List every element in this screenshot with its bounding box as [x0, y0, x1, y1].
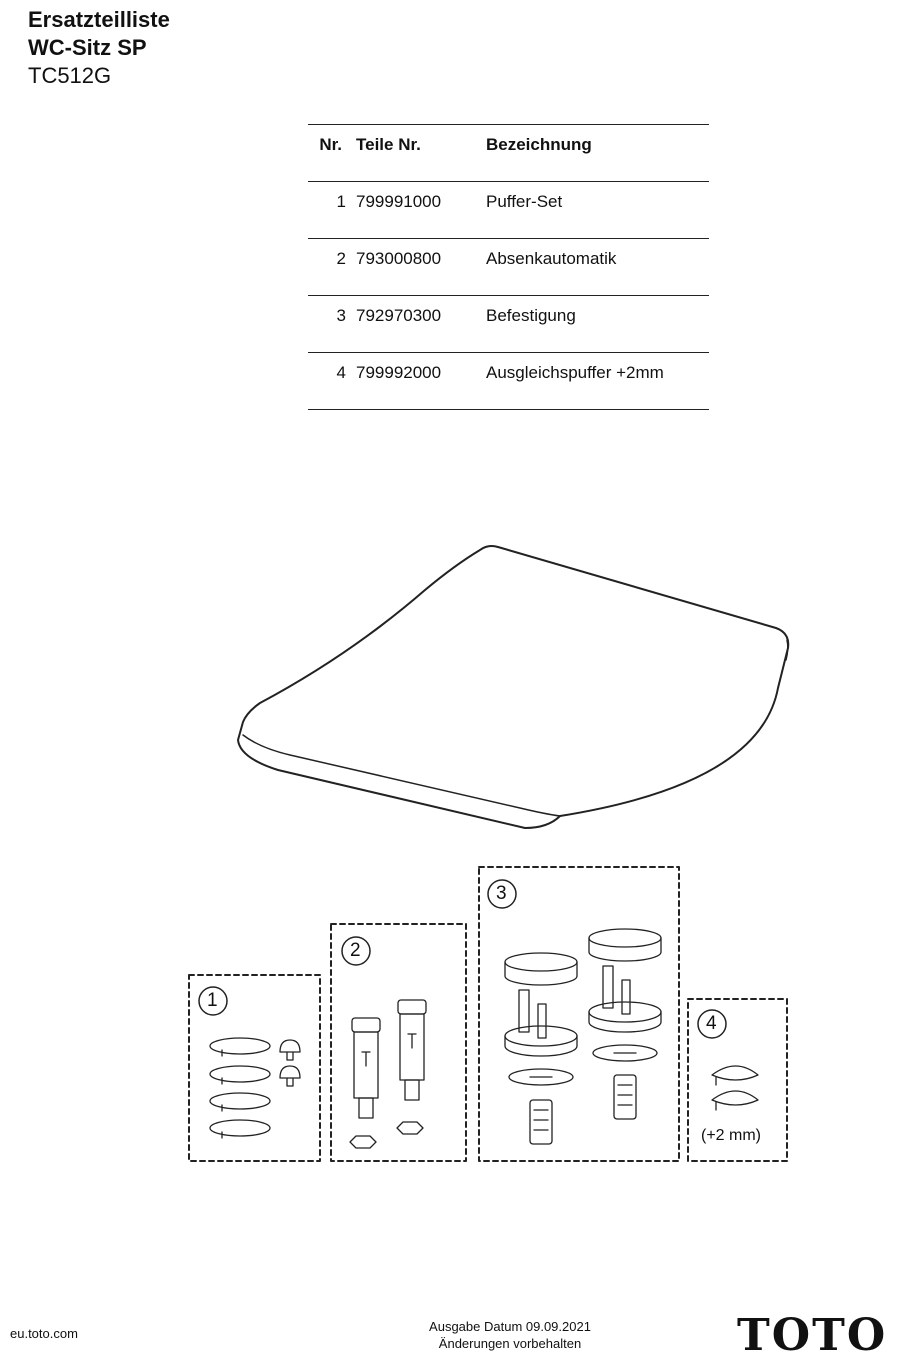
cell-teil: 793000800: [356, 239, 486, 296]
document-title: Ersatzteilliste: [28, 7, 170, 32]
footer-info: [360, 1318, 660, 1352]
part-box-3: [479, 867, 679, 1161]
header-bezeichnung: Bezeichnung: [486, 125, 709, 182]
website-link[interactable]: eu.toto.com: [10, 1326, 78, 1341]
cell-nr: 3: [308, 296, 356, 353]
fixing-set-illustration: [505, 929, 661, 1144]
model-number: TC512G: [28, 63, 112, 88]
cell-bezeichnung: Absenkautomatik: [486, 239, 709, 296]
issue-date: Ausgabe Datum 09.09.2021: [429, 1319, 591, 1334]
header-teil: Teile Nr.: [356, 125, 486, 182]
callout-label-3: 3: [496, 883, 507, 904]
cell-teil: 792970300: [356, 296, 486, 353]
cell-nr: 4: [308, 353, 356, 410]
cell-nr: 2: [308, 239, 356, 296]
soft-close-illustration: [350, 1000, 426, 1148]
change-note: Änderungen vorbehalten: [438, 1336, 582, 1351]
callout-label-1: 1: [207, 990, 218, 1011]
cell-nr: 1: [308, 182, 356, 239]
cell-teil: 799992000: [356, 353, 486, 410]
document-subtitle: WC-Sitz SP: [28, 35, 147, 60]
cell-bezeichnung: Puffer-Set: [486, 182, 709, 239]
header-nr: Nr.: [308, 125, 356, 182]
part4-note: (+2 mm): [701, 1127, 761, 1144]
buffer-set-illustration: [210, 1038, 300, 1138]
compensating-buffer-illustration: [712, 1066, 758, 1110]
toto-logo: TOTO: [737, 1310, 888, 1361]
cell-bezeichnung: Ausgleichspuffer +2mm: [486, 353, 709, 410]
cell-teil: 799991000: [356, 182, 486, 239]
toilet-seat-lid-illustration: [238, 546, 788, 828]
callout-label-2: 2: [350, 940, 361, 961]
callout-label-4: 4: [706, 1013, 717, 1034]
cell-bezeichnung: Befestigung: [486, 296, 709, 353]
